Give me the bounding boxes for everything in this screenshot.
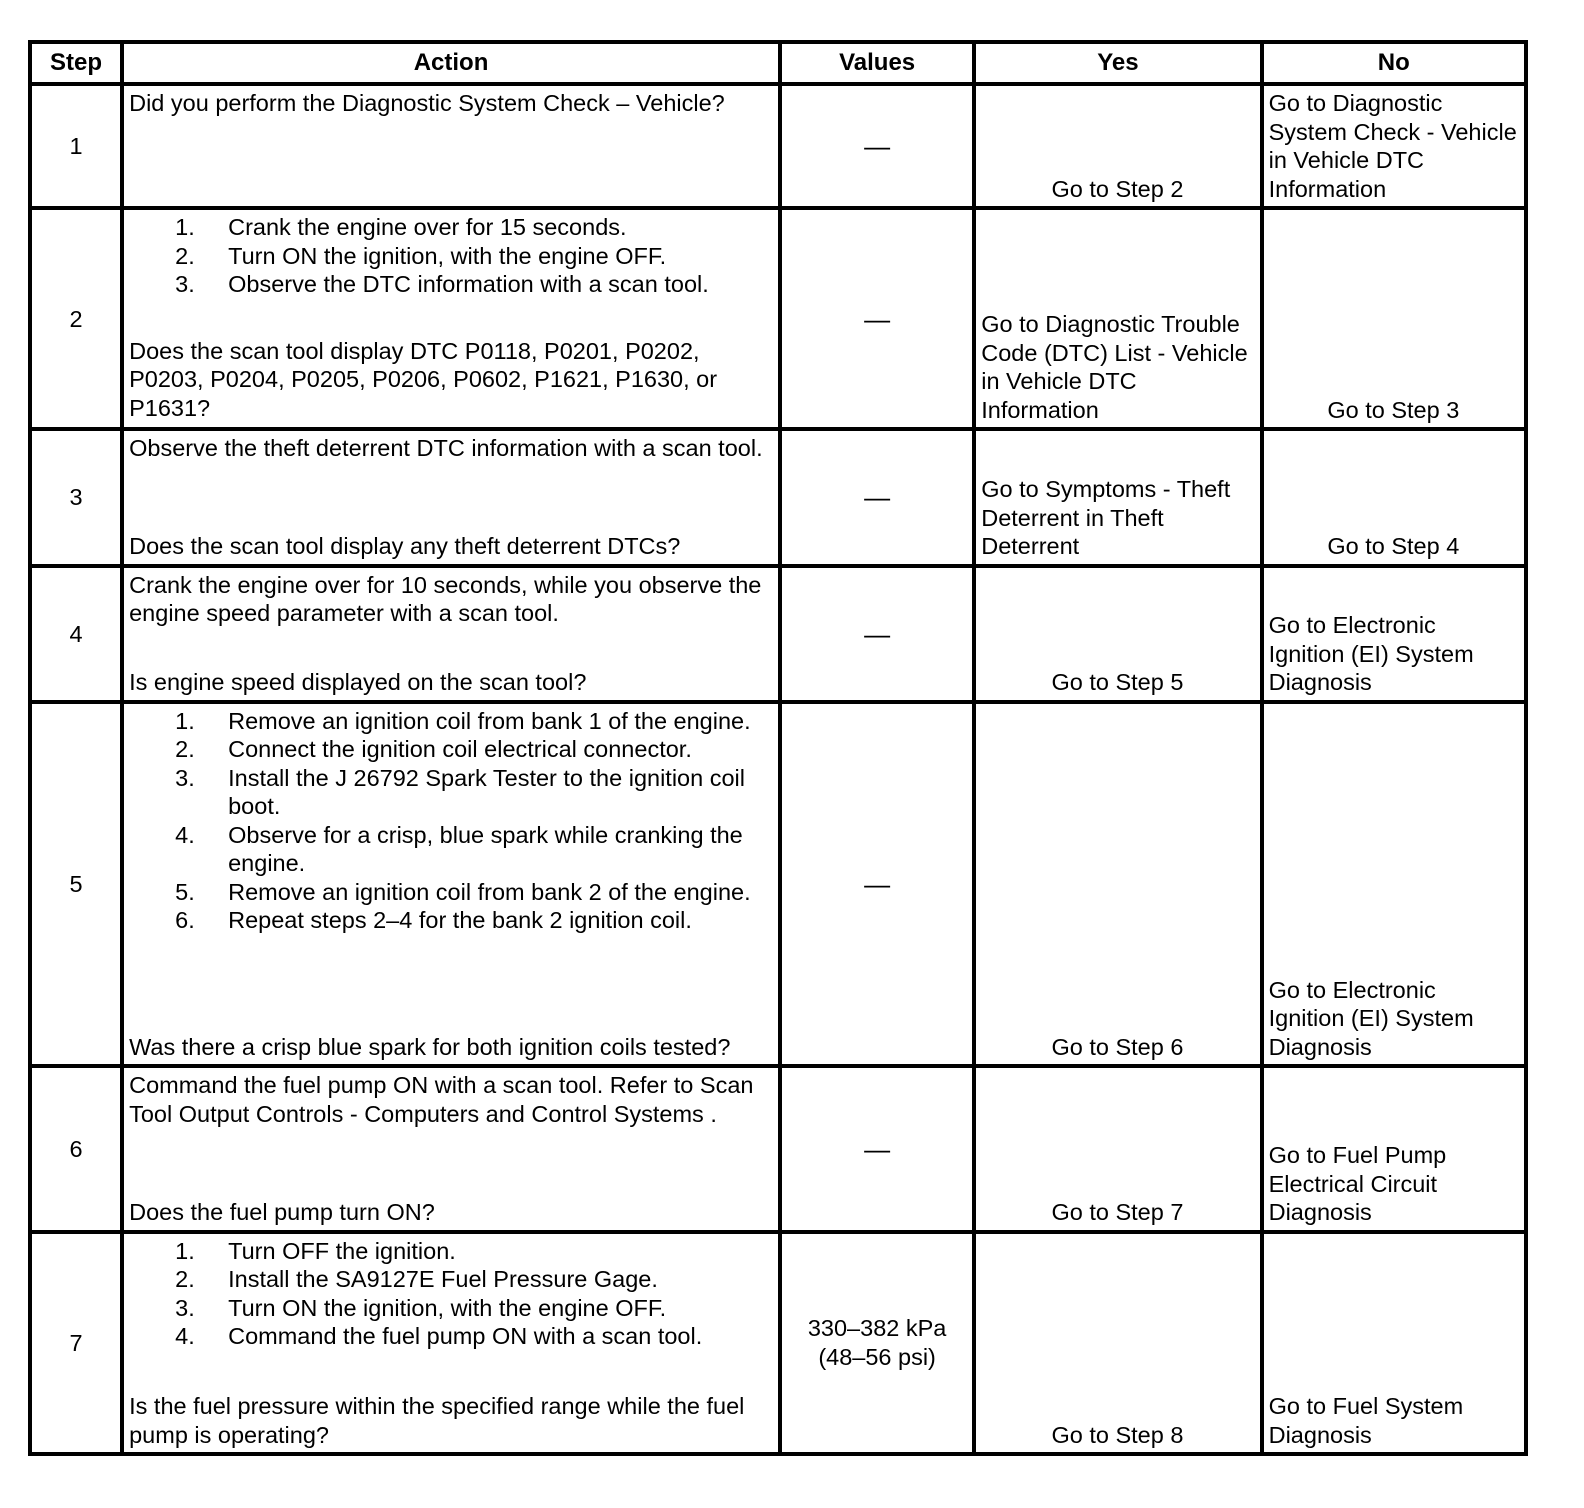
action-intro: Did you perform the Diagnostic System Check – Vehicle?: [129, 90, 725, 116]
yes-cell: [974, 208, 1261, 429]
values-cell: —: [780, 208, 974, 429]
table-row: [30, 1066, 1526, 1231]
list-item: Observe the DTC information with a scan tool.: [228, 271, 709, 298]
no-link[interactable]: Go to Electronic Ignition (EI) System Diagnosis: [1268, 976, 1474, 1060]
yes-link[interactable]: Go to Step 6: [1051, 1033, 1184, 1060]
list-item: Command the fuel pump ON with a scan tool.: [228, 1323, 703, 1350]
step-number: 4: [30, 566, 122, 702]
action-cell: [122, 566, 780, 702]
step-number: 3: [30, 429, 122, 565]
step-number: 1: [30, 84, 122, 208]
list-item: Observe for a crisp, blue spark while cranking the engine.: [228, 821, 743, 877]
no-cell: [1262, 1066, 1526, 1231]
no-link[interactable]: Go to Step 3: [1327, 396, 1460, 423]
values-cell: —: [780, 429, 974, 565]
table-row: [30, 429, 1526, 565]
step-number: 7: [30, 1232, 122, 1454]
action-question: Is engine speed displayed on the scan tool?: [129, 669, 587, 696]
action-intro: Observe the theft deterrent DTC information with a scan tool.: [129, 435, 763, 462]
values-cell: —: [780, 84, 974, 208]
yes-link[interactable]: Go to Step 2: [1051, 175, 1184, 202]
yes-link[interactable]: Go to Step 5: [1051, 669, 1184, 696]
header-row: [30, 42, 1526, 84]
action-list: [129, 213, 772, 299]
table-row: [30, 208, 1526, 429]
values-cell: —: [780, 566, 974, 702]
action-cell: [122, 429, 780, 565]
yes-cell: [974, 702, 1261, 1067]
no-link[interactable]: Go to Fuel System Diagnosis: [1268, 1393, 1464, 1448]
step-number: 2: [30, 208, 122, 429]
yes-link[interactable]: Go to Symptoms - Theft Deterrent in Theft Deterrent: [981, 476, 1231, 560]
list-item: Turn OFF the ignition.: [228, 1237, 456, 1264]
action-cell: [122, 84, 780, 208]
no-link[interactable]: Go to Fuel Pump Electrical Circuit Diagnosis: [1268, 1142, 1447, 1226]
no-link[interactable]: Go to Diagnostic System Check - Vehicle in Vehicle DTC Information: [1268, 90, 1517, 202]
table-row: [30, 702, 1526, 1067]
no-link[interactable]: Go to Step 4: [1327, 533, 1460, 560]
action-cell: [122, 1232, 780, 1454]
yes-cell: [974, 1066, 1261, 1231]
no-cell: [1262, 1232, 1526, 1454]
action-intro: Command the fuel pump ON with a scan tool. Refer to Scan Tool Output Controls - Computers and Control Systems .: [129, 1072, 754, 1127]
values-cell: —: [780, 702, 974, 1067]
yes-link[interactable]: Go to Step 8: [1051, 1421, 1184, 1448]
action-list: [129, 1237, 772, 1351]
list-item: Turn ON the ignition, with the engine OFF.: [228, 242, 667, 269]
header-step: Step: [30, 42, 122, 84]
list-item: Remove an ignition coil from bank 2 of the engine.: [228, 878, 751, 905]
action-list: [129, 707, 772, 935]
table-row: [30, 1232, 1526, 1454]
yes-cell: [974, 1232, 1261, 1454]
header-action: Action: [122, 42, 780, 84]
header-no: No: [1262, 42, 1526, 84]
action-question: Does the scan tool display any theft deterrent DTCs?: [129, 533, 681, 560]
yes-cell: [974, 429, 1261, 565]
list-item: Install the SA9127E Fuel Pressure Gage.: [228, 1266, 658, 1293]
list-item: Install the J 26792 Spark Tester to the ignition coil boot.: [228, 764, 745, 820]
list-item: Connect the ignition coil electrical connector.: [228, 736, 692, 763]
no-cell: [1262, 208, 1526, 429]
list-item: Turn ON the ignition, with the engine OFF.: [228, 1294, 667, 1321]
step-number: 5: [30, 702, 122, 1067]
header-values: Values: [780, 42, 974, 84]
action-cell: [122, 208, 780, 429]
values-line: 330–382 kPa: [807, 1315, 947, 1342]
action-cell: [122, 702, 780, 1067]
list-item: Remove an ignition coil from bank 1 of the engine.: [228, 707, 751, 734]
table-row: [30, 84, 1526, 208]
no-cell: [1262, 429, 1526, 565]
diagnostic-table: [28, 40, 1528, 1456]
no-link[interactable]: Go to Electronic Ignition (EI) System Diagnosis: [1268, 612, 1474, 696]
yes-link[interactable]: Go to Diagnostic Trouble Code (DTC) List - Vehicle in Vehicle DTC Information: [981, 311, 1248, 423]
values-line: (48–56 psi): [818, 1343, 936, 1370]
list-item: Crank the engine over for 15 seconds.: [228, 214, 627, 241]
action-cell: [122, 1066, 780, 1231]
list-item: Repeat steps 2–4 for the bank 2 ignition coil.: [228, 907, 692, 934]
action-question: Does the scan tool display DTC P0118, P0201, P0202, P0203, P0204, P0205, P0206, P0602, P1621, P1630, or P1631?: [129, 337, 718, 421]
values-cell: [780, 1232, 974, 1454]
yes-link[interactable]: Go to Step 7: [1051, 1199, 1184, 1226]
action-intro: Crank the engine over for 10 seconds, while you observe the engine speed parameter with a scan tool.: [129, 571, 762, 627]
no-cell: [1262, 566, 1526, 702]
values-cell: —: [780, 1066, 974, 1231]
no-cell: [1262, 702, 1526, 1067]
table-row: [30, 566, 1526, 702]
action-question: Was there a crisp blue spark for both ignition coils tested?: [129, 1033, 731, 1060]
yes-cell: [974, 566, 1261, 702]
action-question: Is the fuel pressure within the specified range while the fuel pump is operating?: [129, 1393, 745, 1448]
action-question: Does the fuel pump turn ON?: [129, 1199, 435, 1226]
no-cell: [1262, 84, 1526, 208]
step-number: 6: [30, 1066, 122, 1231]
yes-cell: [974, 84, 1261, 208]
header-yes: Yes: [974, 42, 1261, 84]
